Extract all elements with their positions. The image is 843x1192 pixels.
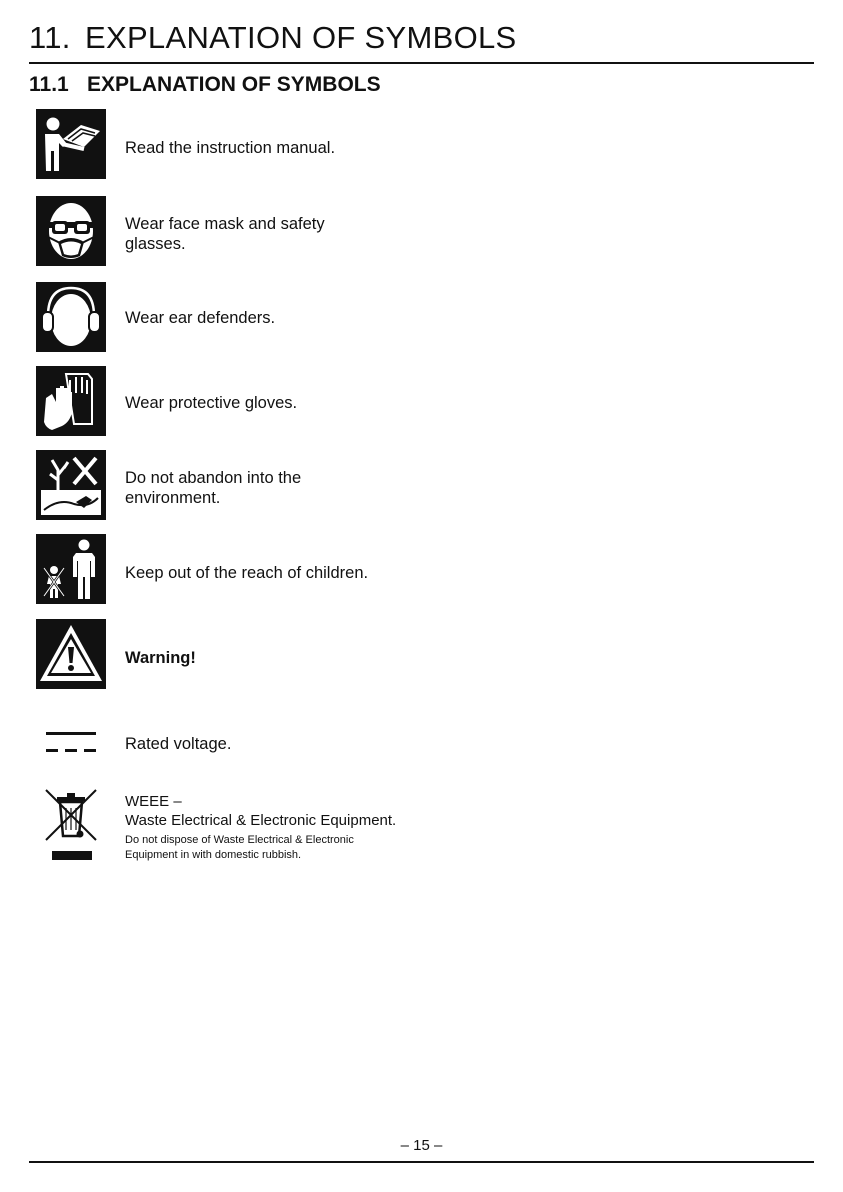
symbol-label: Wear ear defenders. xyxy=(125,309,276,327)
warning-triangle-icon xyxy=(36,619,106,689)
ear-defenders-icon xyxy=(36,282,106,352)
heading-number: 11. xyxy=(29,20,71,55)
page-heading xyxy=(29,20,517,56)
protective-gloves-icon xyxy=(36,366,106,436)
section-number: 11.1 xyxy=(29,73,69,96)
symbol-label: Keep out of the reach of children. xyxy=(125,564,369,582)
section-heading xyxy=(29,73,381,97)
symbol-note-line: Do not dispose of Waste Electrical & Electronic xyxy=(125,834,354,846)
symbol-label-line: Waste Electrical & Electronic Equipment. xyxy=(125,812,397,829)
symbol-label-line: glasses. xyxy=(125,235,186,253)
symbol-label-line: Do not abandon into the xyxy=(125,469,302,487)
weee-bin-icon xyxy=(36,788,106,863)
symbol-label-line: environment. xyxy=(125,489,221,507)
face-mask-glasses-icon xyxy=(36,196,106,266)
symbol-note xyxy=(125,833,354,863)
heading-title: EXPLANATION OF SYMBOLS xyxy=(85,20,517,55)
do-not-abandon-icon xyxy=(36,450,106,520)
symbol-label: Rated voltage. xyxy=(125,735,232,753)
symbol-note-line: Equipment in with domestic rubbish. xyxy=(125,849,302,861)
bottom-divider xyxy=(29,1161,814,1163)
rated-voltage-icon xyxy=(36,715,106,765)
symbol-label-line: WEEE – xyxy=(125,793,182,810)
symbol-label xyxy=(125,468,301,508)
symbol-label-line: Wear face mask and safety xyxy=(125,215,325,233)
page-number: – 15 – xyxy=(400,1137,443,1154)
section-title: EXPLANATION OF SYMBOLS xyxy=(87,73,381,96)
read-manual-icon xyxy=(36,109,106,179)
keep-away-children-icon xyxy=(36,534,106,604)
symbol-label: Read the instruction manual. xyxy=(125,139,336,157)
symbol-label xyxy=(125,214,325,254)
symbol-label: Warning! xyxy=(125,649,196,667)
symbol-label: Wear protective gloves. xyxy=(125,394,298,412)
top-divider xyxy=(29,62,814,64)
symbol-label xyxy=(125,792,396,830)
